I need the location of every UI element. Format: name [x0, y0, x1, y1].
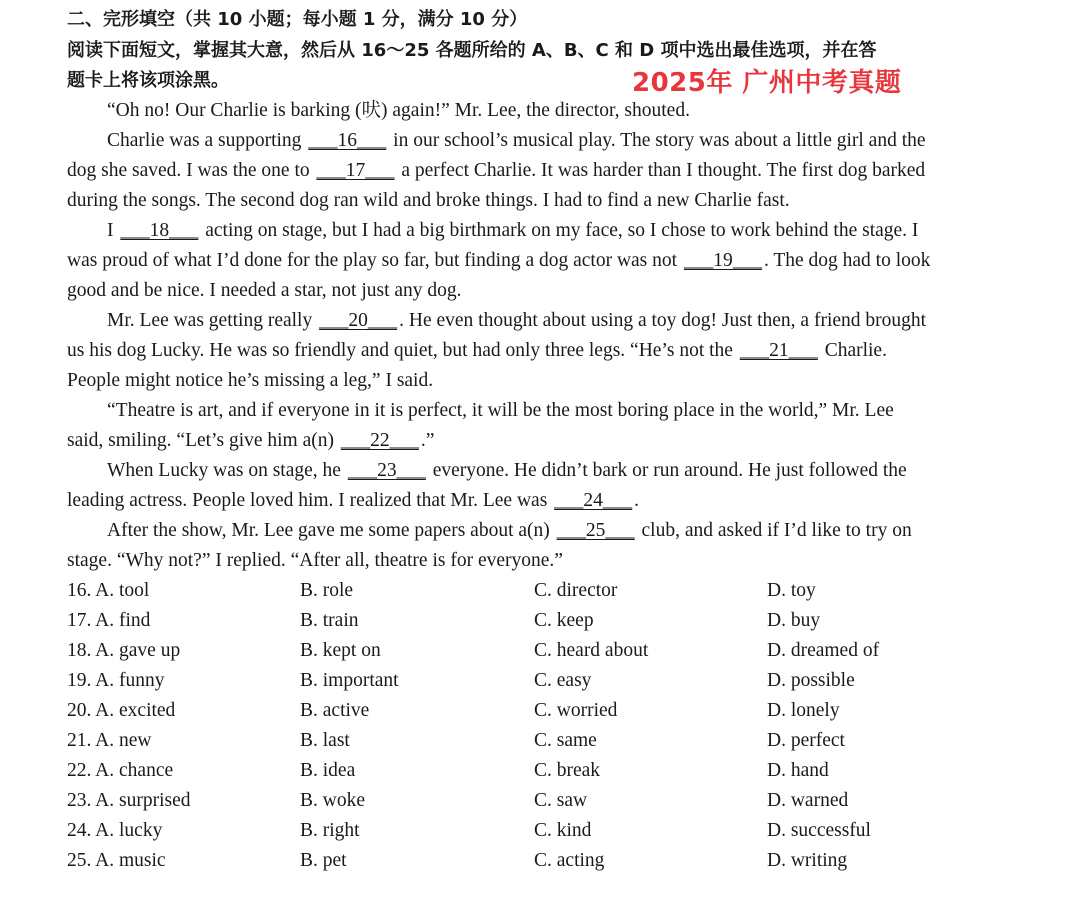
- blank-21: ___21___: [739, 340, 818, 361]
- passage-line: [107, 518, 912, 544]
- passage-text: us his dog Lucky. He was so friendly and quiet, but had only three legs. “He’s not the: [67, 340, 738, 361]
- option-a: 18. A. gave up: [67, 640, 181, 661]
- passage-text: said, smiling. “Let’s give him a(n): [67, 430, 339, 451]
- section-title: 二、完形填空（共 10 小题；每小题 1 分，满分 10 分）: [67, 9, 528, 30]
- option-b: B. role: [300, 580, 354, 601]
- option-d: D. writing: [767, 850, 848, 871]
- passage-line: [67, 428, 434, 454]
- option-row-25: [67, 848, 1027, 874]
- blank-17: ___17___: [316, 160, 395, 181]
- passage-text: .”: [420, 430, 435, 451]
- passage-line: [107, 218, 918, 244]
- option-d: D. warned: [767, 790, 849, 811]
- option-b: B. right: [300, 820, 360, 841]
- option-b: B. last: [300, 730, 350, 751]
- instructions-line-2: 题卡上将该项涂黑。: [67, 70, 229, 91]
- option-b: B. train: [300, 610, 359, 631]
- option-row-17: [67, 608, 1027, 634]
- option-row-16: [67, 578, 1027, 604]
- watermark-label: 2025年 广州中考真题: [632, 68, 902, 98]
- blank-22: ___22___: [340, 430, 419, 451]
- passage-text: acting on stage, but I had a big birthmark on my face, so I chose to work behind the stage. I: [200, 220, 919, 241]
- option-a: 23. A. surprised: [67, 790, 191, 811]
- passage-text: dog she saved. I was the one to: [67, 160, 315, 181]
- option-c: C. keep: [534, 610, 594, 631]
- passage-text: .: [634, 490, 640, 511]
- passage-text: Charlie.: [819, 340, 887, 361]
- option-d: D. toy: [767, 580, 816, 601]
- blank-23: ___23___: [347, 460, 426, 481]
- passage-text: stage. “Why not?” I replied. “After all, theatre is for everyone.”: [67, 550, 563, 571]
- blank-16: ___16___: [308, 130, 387, 151]
- passage-text: club, and asked if I’d like to try on: [636, 520, 912, 541]
- passage-text: a perfect Charlie. It was harder than I thought. The first dog barked: [396, 160, 926, 181]
- option-c: C. kind: [534, 820, 592, 841]
- passage-line: [107, 128, 926, 154]
- passage-text: Charlie was a supporting: [107, 130, 307, 151]
- passage-line: [107, 308, 926, 334]
- passage-text: . He even thought about using a toy dog! Just then, a friend brought: [399, 310, 927, 331]
- option-row-19: [67, 668, 1027, 694]
- blank-25: ___25___: [556, 520, 635, 541]
- option-c: C. director: [534, 580, 618, 601]
- blank-18: ___18___: [120, 220, 199, 241]
- option-c: C. acting: [534, 850, 605, 871]
- passage-line: [67, 338, 887, 364]
- option-row-23: [67, 788, 1027, 814]
- option-c: C. same: [534, 730, 597, 751]
- option-d: D. buy: [767, 610, 821, 631]
- passage-line: [67, 548, 563, 574]
- option-d: D. perfect: [767, 730, 845, 751]
- passage-line: [107, 398, 894, 424]
- instructions-line-1: 阅读下面短文，掌握其大意，然后从 16～25 各题所给的 A、B、C 和 D 项中选出最佳选项，并在答: [67, 40, 877, 61]
- option-a: 25. A. music: [67, 850, 166, 871]
- option-row-20: [67, 698, 1027, 724]
- option-a: 20. A. excited: [67, 700, 176, 721]
- option-b: B. important: [300, 670, 399, 691]
- option-b: B. kept on: [300, 640, 381, 661]
- option-row-21: [67, 728, 1027, 754]
- passage-text: Mr. Lee was getting really: [107, 310, 318, 331]
- passage-text: “Oh no! Our Charlie is barking (吠) again!” Mr. Lee, the director, shouted.: [107, 100, 690, 121]
- option-d: D. possible: [767, 670, 855, 691]
- passage-text: good and be nice. I needed a star, not just any dog.: [67, 280, 462, 301]
- option-d: D. lonely: [767, 700, 840, 721]
- passage-line: [67, 368, 433, 394]
- passage-text: was proud of what I’d done for the play so far, but finding a dog actor was not: [67, 250, 682, 271]
- passage-text: “Theatre is art, and if everyone in it is perfect, it will be the most boring place in the world,” Mr. Lee: [107, 400, 894, 421]
- passage-line: [67, 158, 925, 184]
- passage-text: leading actress. People loved him. I realized that Mr. Lee was: [67, 490, 553, 511]
- passage-text: everyone. He didn’t bark or run around. He just followed the: [427, 460, 907, 481]
- option-a: 22. A. chance: [67, 760, 174, 781]
- option-row-24: [67, 818, 1027, 844]
- option-d: D. dreamed of: [767, 640, 880, 661]
- option-b: B. woke: [300, 790, 365, 811]
- passage-line: [67, 188, 790, 214]
- passage-line: [67, 248, 930, 274]
- passage-text: in our school’s musical play. The story was about a little girl and the: [388, 130, 926, 151]
- passage-text: People might notice he’s missing a leg,” I said.: [67, 370, 434, 391]
- passage-line: [107, 458, 907, 484]
- option-a: 19. A. funny: [67, 670, 165, 691]
- option-a: 17. A. find: [67, 610, 151, 631]
- option-b: B. idea: [300, 760, 356, 781]
- option-c: C. heard about: [534, 640, 649, 661]
- passage-text: during the songs. The second dog ran wild and broke things. I had to find a new Charlie fast.: [67, 190, 790, 211]
- option-d: D. successful: [767, 820, 871, 841]
- passage-line: [67, 488, 639, 514]
- passage-text: When Lucky was on stage, he: [107, 460, 346, 481]
- option-c: C. break: [534, 760, 601, 781]
- option-c: C. easy: [534, 670, 592, 691]
- option-a: 16. A. tool: [67, 580, 150, 601]
- option-c: C. saw: [534, 790, 588, 811]
- passage-line: [67, 278, 462, 304]
- passage-text: . The dog had to look: [763, 250, 931, 271]
- option-d: D. hand: [767, 760, 829, 781]
- option-row-22: [67, 758, 1027, 784]
- option-row-18: [67, 638, 1027, 664]
- passage-text: After the show, Mr. Lee gave me some papers about a(n): [107, 520, 555, 541]
- option-b: B. pet: [300, 850, 347, 871]
- blank-20: ___20___: [319, 310, 398, 331]
- passage-line: [107, 98, 690, 124]
- option-a: 21. A. new: [67, 730, 152, 751]
- option-b: B. active: [300, 700, 370, 721]
- passage-text: I: [107, 220, 119, 241]
- blank-24: ___24___: [554, 490, 633, 511]
- blank-19: ___19___: [683, 250, 762, 271]
- option-a: 24. A. lucky: [67, 820, 163, 841]
- option-c: C. worried: [534, 700, 618, 721]
